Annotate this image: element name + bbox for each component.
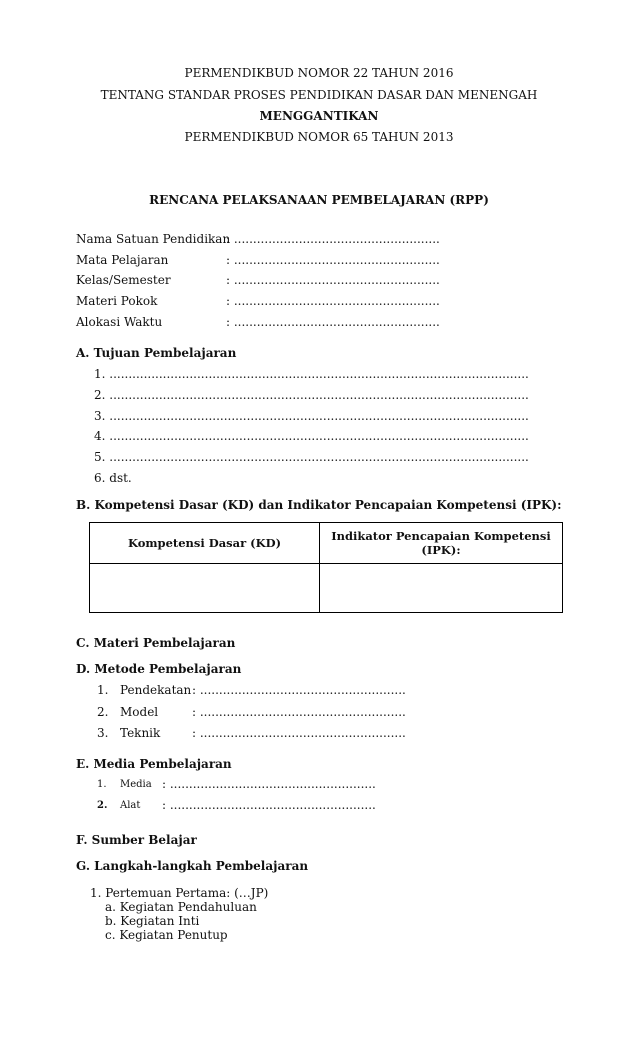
replacing-label: MENGGANTIKAN (259, 109, 379, 123)
list-number: 3. (97, 726, 109, 740)
section-e-heading: E. Media Pembelajaran (76, 757, 232, 771)
field-label: Kelas/Semester (76, 273, 171, 287)
list-item: 1. .............................................................................................................. (94, 367, 529, 381)
ipk-header-line1: Indikator Pencapaian Kompetensi (331, 529, 551, 543)
section-f-heading: F. Sumber Belajar (76, 833, 197, 847)
field-value: : ...................................................... (226, 294, 440, 308)
list-number: 1. (97, 779, 107, 790)
section-g-heading: G. Langkah-langkah Pembelajaran (76, 859, 309, 873)
media-label: Media (120, 779, 152, 790)
activity-item: a. Kegiatan Pendahuluan (105, 900, 257, 914)
kd-cell[interactable] (90, 564, 320, 613)
list-number: 2. (97, 705, 109, 719)
method-label: Model (120, 705, 159, 719)
meeting-line: 1. Pertemuan Pertama: (…JP) (90, 886, 269, 900)
field-value: : ...................................................... (226, 315, 440, 329)
activity-item: c. Kegiatan Penutup (105, 928, 228, 942)
media-label: Alat (120, 800, 141, 811)
field-value: : ...................................................... (226, 253, 440, 267)
method-label: Pendekatan (120, 683, 192, 697)
kd-ipk-table (89, 522, 563, 613)
method-value: : ...................................................... (192, 705, 406, 719)
section-c-heading: C. Materi Pembelajaran (76, 636, 236, 650)
ipk-header-line2: (IPK): (421, 543, 461, 557)
list-item: 4. .............................................................................................................. (94, 429, 529, 443)
list-item: 3. .............................................................................................................. (94, 409, 529, 423)
section-a-heading: A. Tujuan Pembelajaran (76, 346, 237, 360)
list-item: 6. dst. (94, 471, 132, 485)
method-label: Teknik (120, 726, 161, 740)
field-value: : ...................................................... (226, 273, 440, 287)
document-title: RENCANA PELAKSANAAN PEMBELAJARAN (RPP) (149, 193, 489, 207)
kd-column-header: Kompetensi Dasar (KD) (90, 523, 320, 564)
field-value: : ...................................................... (226, 232, 440, 246)
field-label: Nama Satuan Pendidikan (76, 232, 231, 246)
method-value: : ...................................................... (192, 683, 406, 697)
regulation-title: PERMENDIKBUD NOMOR 22 TAHUN 2016 (184, 66, 454, 80)
replaced-regulation: PERMENDIKBUD NOMOR 65 TAHUN 2013 (184, 130, 454, 144)
section-b-heading: B. Kompetensi Dasar (KD) dan Indikator Pencapaian Kompetensi (IPK): (76, 498, 562, 512)
method-value: : ...................................................... (192, 726, 406, 740)
section-d-heading: D. Metode Pembelajaran (76, 662, 242, 676)
field-label: Materi Pokok (76, 294, 158, 308)
field-label: Alokasi Waktu (76, 315, 163, 329)
list-item: 2. .............................................................................................................. (94, 388, 529, 402)
ipk-column-header (320, 523, 563, 564)
activity-item: b. Kegiatan Inti (105, 914, 200, 928)
list-number: 1. (97, 683, 109, 697)
field-label: Mata Pelajaran (76, 253, 169, 267)
ipk-cell[interactable] (320, 564, 563, 613)
list-number: 2. (97, 800, 108, 811)
regulation-subject: TENTANG STANDAR PROSES PENDIDIKAN DASAR DAN MENENGAH (100, 88, 538, 102)
list-item: 5. .............................................................................................................. (94, 450, 529, 464)
media-value: : ...................................................... (162, 798, 376, 812)
media-value: : ...................................................... (162, 777, 376, 791)
